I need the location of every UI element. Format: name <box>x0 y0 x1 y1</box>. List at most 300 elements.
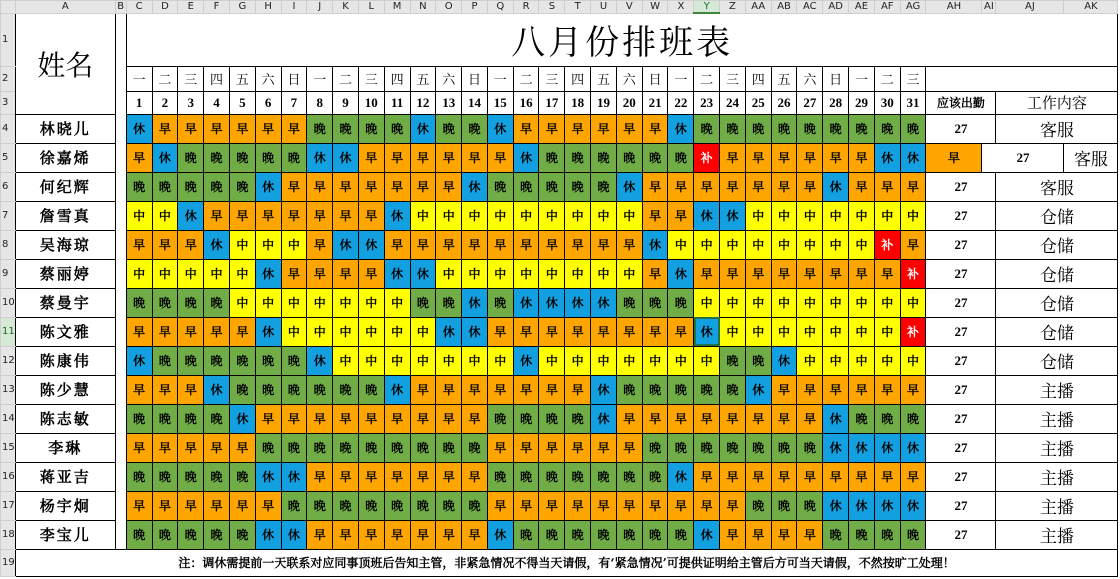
shift-cell[interactable]: 休 <box>126 114 152 143</box>
shift-cell[interactable]: 早 <box>126 375 152 404</box>
column-header-af[interactable]: AF <box>874 1 900 14</box>
shift-cell[interactable]: 晚 <box>152 520 178 549</box>
shift-cell[interactable]: 中 <box>797 201 823 230</box>
shift-cell[interactable]: 早 <box>126 143 152 172</box>
shift-cell[interactable]: 休 <box>384 375 410 404</box>
shift-cell[interactable]: 晚 <box>694 375 720 404</box>
column-header-g[interactable]: G <box>229 1 255 14</box>
shift-cell[interactable]: 早 <box>152 114 178 143</box>
shift-cell[interactable]: 早 <box>487 433 513 462</box>
shift-cell[interactable]: 休 <box>720 201 746 230</box>
shift-cell[interactable]: 中 <box>565 346 591 375</box>
shift-cell[interactable]: 晚 <box>281 433 307 462</box>
column-header-v[interactable]: V <box>616 1 642 14</box>
column-header-b[interactable]: B <box>115 1 126 14</box>
shift-cell[interactable]: 晚 <box>565 520 591 549</box>
shift-cell[interactable]: 早 <box>229 317 255 346</box>
shift-cell[interactable]: 休 <box>694 317 720 346</box>
required-days-cell[interactable]: 27 <box>926 114 996 143</box>
shift-cell[interactable]: 晚 <box>745 491 771 520</box>
shift-cell[interactable]: 早 <box>358 462 384 491</box>
column-header-r[interactable]: R <box>513 1 539 14</box>
shift-cell[interactable]: 晚 <box>900 404 926 433</box>
shift-cell[interactable]: 晚 <box>616 375 642 404</box>
day-number-cell[interactable]: 23 <box>694 91 720 114</box>
shift-cell[interactable]: 休 <box>849 433 875 462</box>
shift-cell[interactable]: 中 <box>668 230 694 259</box>
shift-cell[interactable]: 中 <box>849 288 875 317</box>
shift-cell[interactable]: 早 <box>307 404 333 433</box>
row-header-11[interactable]: 11 <box>1 317 16 346</box>
shift-cell[interactable]: 晚 <box>410 491 436 520</box>
shift-cell[interactable]: 中 <box>333 288 359 317</box>
employee-name-cell[interactable]: 徐嘉烯 <box>15 143 115 172</box>
shift-cell[interactable]: 早 <box>307 172 333 201</box>
shift-cell[interactable]: 晚 <box>178 520 204 549</box>
shift-cell[interactable]: 早 <box>436 375 462 404</box>
employee-name-cell[interactable]: 詹雪真 <box>15 201 115 230</box>
shift-cell[interactable]: 中 <box>204 259 230 288</box>
shift-cell[interactable]: 早 <box>720 520 746 549</box>
column-header-ai[interactable]: AI <box>982 1 996 14</box>
shift-cell[interactable]: 休 <box>384 259 410 288</box>
day-number-cell[interactable]: 31 <box>900 91 926 114</box>
shift-cell[interactable]: 晚 <box>513 520 539 549</box>
shift-cell[interactable]: 早 <box>333 462 359 491</box>
column-header-a[interactable]: A <box>15 1 115 14</box>
shift-cell[interactable]: 休 <box>462 288 488 317</box>
employee-name-cell[interactable]: 杨宇炯 <box>15 491 115 520</box>
shift-cell[interactable]: 早 <box>694 491 720 520</box>
required-days-cell[interactable]: 27 <box>982 143 1064 172</box>
shift-cell[interactable]: 中 <box>849 201 875 230</box>
shift-cell[interactable]: 中 <box>384 288 410 317</box>
shift-cell[interactable]: 早 <box>436 230 462 259</box>
shift-cell[interactable]: 早 <box>797 520 823 549</box>
shift-cell[interactable]: 中 <box>849 230 875 259</box>
shift-cell[interactable]: 早 <box>771 462 797 491</box>
shift-cell[interactable]: 早 <box>823 143 849 172</box>
shift-cell[interactable]: 晚 <box>565 404 591 433</box>
shift-cell[interactable]: 早 <box>642 317 668 346</box>
shift-cell[interactable]: 早 <box>358 404 384 433</box>
employee-name-cell[interactable]: 林晓儿 <box>15 114 115 143</box>
shift-cell[interactable]: 中 <box>874 288 900 317</box>
employee-name-cell[interactable]: 李宝儿 <box>15 520 115 549</box>
shift-cell[interactable]: 早 <box>462 404 488 433</box>
shift-cell[interactable]: 中 <box>487 346 513 375</box>
shift-cell[interactable]: 中 <box>642 346 668 375</box>
weekday-cell[interactable]: 四 <box>384 66 410 91</box>
shift-cell[interactable]: 早 <box>926 143 982 172</box>
row-header-13[interactable]: 13 <box>1 375 16 404</box>
shift-cell[interactable]: 早 <box>539 375 565 404</box>
shift-cell[interactable]: 中 <box>591 346 617 375</box>
shift-cell[interactable]: 早 <box>126 433 152 462</box>
shift-cell[interactable]: 晚 <box>668 143 694 172</box>
shift-cell[interactable]: 晚 <box>720 375 746 404</box>
shift-cell[interactable]: 早 <box>539 114 565 143</box>
shift-cell[interactable]: 晚 <box>436 288 462 317</box>
shift-cell[interactable]: 中 <box>797 230 823 259</box>
shift-cell[interactable]: 休 <box>152 143 178 172</box>
shift-cell[interactable]: 中 <box>771 201 797 230</box>
day-number-cell[interactable]: 9 <box>333 91 359 114</box>
shift-cell[interactable]: 晚 <box>255 346 281 375</box>
weekday-cell[interactable]: 五 <box>591 66 617 91</box>
shift-cell[interactable]: 早 <box>229 201 255 230</box>
weekday-cell[interactable]: 四 <box>745 66 771 91</box>
shift-cell[interactable]: 早 <box>849 172 875 201</box>
weekday-cell[interactable]: 二 <box>694 66 720 91</box>
shift-cell[interactable]: 早 <box>255 114 281 143</box>
shift-cell[interactable]: 晚 <box>333 433 359 462</box>
shift-cell[interactable]: 中 <box>745 317 771 346</box>
shift-cell[interactable]: 休 <box>126 346 152 375</box>
job-content-cell[interactable]: 主播 <box>996 491 1118 520</box>
shift-cell[interactable]: 晚 <box>668 433 694 462</box>
shift-cell[interactable]: 早 <box>720 172 746 201</box>
shift-cell[interactable]: 晚 <box>384 114 410 143</box>
shift-cell[interactable]: 早 <box>178 433 204 462</box>
day-number-cell[interactable]: 8 <box>307 91 333 114</box>
shift-cell[interactable]: 早 <box>126 230 152 259</box>
shift-cell[interactable]: 中 <box>462 201 488 230</box>
day-number-cell[interactable]: 2 <box>152 91 178 114</box>
shift-cell[interactable]: 晚 <box>178 172 204 201</box>
shift-cell[interactable]: 休 <box>849 491 875 520</box>
column-header-ab[interactable]: AB <box>771 1 797 14</box>
shift-cell[interactable]: 早 <box>900 172 926 201</box>
shift-cell[interactable]: 早 <box>694 462 720 491</box>
weekday-cell[interactable]: 日 <box>642 66 668 91</box>
shift-cell[interactable]: 中 <box>720 288 746 317</box>
column-header-ad[interactable]: AD <box>823 1 849 14</box>
job-content-cell[interactable]: 客服 <box>1064 143 1118 172</box>
required-days-cell[interactable]: 27 <box>926 317 996 346</box>
shift-cell[interactable]: 中 <box>874 201 900 230</box>
shift-cell[interactable]: 晚 <box>462 114 488 143</box>
shift-cell[interactable]: 休 <box>668 462 694 491</box>
shift-cell[interactable]: 休 <box>462 172 488 201</box>
column-header-ag[interactable]: AG <box>900 1 926 14</box>
column-header-o[interactable]: O <box>436 1 462 14</box>
shift-cell[interactable]: 休 <box>384 201 410 230</box>
required-days-cell[interactable]: 27 <box>926 259 996 288</box>
shift-cell[interactable]: 早 <box>178 491 204 520</box>
shift-cell[interactable]: 中 <box>797 288 823 317</box>
shift-cell[interactable]: 休 <box>694 520 720 549</box>
shift-cell[interactable]: 补 <box>900 259 926 288</box>
shift-cell[interactable]: 早 <box>178 375 204 404</box>
shift-cell[interactable]: 晚 <box>720 346 746 375</box>
shift-cell[interactable]: 早 <box>565 114 591 143</box>
shift-cell[interactable]: 休 <box>745 375 771 404</box>
job-content-cell[interactable]: 仓储 <box>996 230 1118 259</box>
weekday-cell[interactable]: 五 <box>410 66 436 91</box>
shift-cell[interactable]: 晚 <box>591 520 617 549</box>
shift-cell[interactable]: 早 <box>642 172 668 201</box>
shift-cell[interactable]: 中 <box>616 346 642 375</box>
shift-cell[interactable]: 早 <box>694 172 720 201</box>
employee-name-cell[interactable]: 蒋亚吉 <box>15 462 115 491</box>
weekday-cell[interactable]: 一 <box>849 66 875 91</box>
job-content-cell[interactable]: 仓储 <box>996 259 1118 288</box>
shift-cell[interactable]: 晚 <box>823 520 849 549</box>
shift-cell[interactable]: 晚 <box>229 172 255 201</box>
column-header-q[interactable]: Q <box>487 1 513 14</box>
required-days-cell[interactable]: 27 <box>926 375 996 404</box>
shift-cell[interactable]: 中 <box>513 259 539 288</box>
required-days-cell[interactable]: 27 <box>926 491 996 520</box>
row-header-4[interactable]: 4 <box>1 114 16 143</box>
shift-cell[interactable]: 早 <box>642 114 668 143</box>
job-content-cell[interactable]: 主播 <box>996 375 1118 404</box>
shift-cell[interactable]: 休 <box>874 143 900 172</box>
shift-cell[interactable]: 晚 <box>565 143 591 172</box>
shift-cell[interactable]: 早 <box>513 491 539 520</box>
shift-cell[interactable]: 晚 <box>384 491 410 520</box>
day-number-cell[interactable]: 4 <box>204 91 230 114</box>
shift-cell[interactable]: 中 <box>384 346 410 375</box>
shift-cell[interactable]: 中 <box>616 259 642 288</box>
day-number-cell[interactable]: 24 <box>720 91 746 114</box>
shift-cell[interactable]: 晚 <box>436 114 462 143</box>
shift-cell[interactable]: 早 <box>333 201 359 230</box>
shift-cell[interactable]: 早 <box>462 462 488 491</box>
shift-cell[interactable]: 早 <box>281 114 307 143</box>
shift-cell[interactable]: 早 <box>720 259 746 288</box>
shift-cell[interactable]: 晚 <box>126 172 152 201</box>
shift-cell[interactable]: 晚 <box>797 114 823 143</box>
job-content-cell[interactable]: 仓储 <box>996 288 1118 317</box>
shift-cell[interactable]: 早 <box>384 230 410 259</box>
shift-cell[interactable]: 晚 <box>720 433 746 462</box>
shift-cell[interactable]: 早 <box>565 230 591 259</box>
day-number-cell[interactable]: 1 <box>126 91 152 114</box>
shift-cell[interactable]: 早 <box>229 491 255 520</box>
shift-cell[interactable]: 早 <box>281 259 307 288</box>
shift-cell[interactable]: 晚 <box>307 375 333 404</box>
shift-cell[interactable]: 早 <box>694 404 720 433</box>
shift-cell[interactable]: 中 <box>255 230 281 259</box>
shift-cell[interactable]: 中 <box>307 317 333 346</box>
shift-cell[interactable]: 休 <box>436 317 462 346</box>
shift-cell[interactable]: 早 <box>410 462 436 491</box>
shift-cell[interactable]: 早 <box>771 259 797 288</box>
shift-cell[interactable]: 休 <box>410 259 436 288</box>
shift-cell[interactable]: 晚 <box>642 462 668 491</box>
column-header-n[interactable]: N <box>410 1 436 14</box>
shift-cell[interactable]: 休 <box>204 230 230 259</box>
job-content-header[interactable]: 工作内容 <box>996 91 1118 114</box>
shift-cell[interactable]: 早 <box>513 114 539 143</box>
shift-cell[interactable]: 晚 <box>152 346 178 375</box>
shift-cell[interactable]: 休 <box>591 375 617 404</box>
day-number-cell[interactable]: 13 <box>436 91 462 114</box>
shift-cell[interactable]: 中 <box>229 230 255 259</box>
shift-cell[interactable]: 晚 <box>513 172 539 201</box>
column-header-ae[interactable]: AE <box>849 1 875 14</box>
shift-cell[interactable]: 早 <box>539 433 565 462</box>
shift-cell[interactable]: 早 <box>487 375 513 404</box>
shift-cell[interactable]: 晚 <box>616 462 642 491</box>
shift-cell[interactable]: 晚 <box>462 433 488 462</box>
shift-cell[interactable]: 休 <box>358 230 384 259</box>
shift-cell[interactable]: 休 <box>255 172 281 201</box>
day-number-cell[interactable]: 25 <box>745 91 771 114</box>
shift-cell[interactable]: 早 <box>849 462 875 491</box>
shift-cell[interactable]: 晚 <box>333 375 359 404</box>
day-number-cell[interactable]: 19 <box>591 91 617 114</box>
shift-cell[interactable]: 晚 <box>152 462 178 491</box>
required-days-cell[interactable]: 27 <box>926 201 996 230</box>
shift-cell[interactable]: 休 <box>307 346 333 375</box>
employee-name-cell[interactable]: 何纪辉 <box>15 172 115 201</box>
shift-cell[interactable]: 早 <box>487 143 513 172</box>
shift-cell[interactable]: 中 <box>358 288 384 317</box>
shift-cell[interactable]: 早 <box>668 491 694 520</box>
required-days-cell[interactable]: 27 <box>926 288 996 317</box>
shift-cell[interactable]: 晚 <box>178 288 204 317</box>
shift-cell[interactable]: 早 <box>745 259 771 288</box>
shift-cell[interactable]: 晚 <box>281 143 307 172</box>
shift-cell[interactable]: 早 <box>436 462 462 491</box>
shift-cell[interactable]: 休 <box>513 143 539 172</box>
shift-cell[interactable]: 中 <box>797 317 823 346</box>
column-header-f[interactable]: F <box>204 1 230 14</box>
shift-cell[interactable]: 中 <box>126 201 152 230</box>
shift-cell[interactable]: 中 <box>849 346 875 375</box>
shift-cell[interactable]: 休 <box>333 143 359 172</box>
shift-cell[interactable]: 晚 <box>849 520 875 549</box>
job-content-cell[interactable]: 主播 <box>996 404 1118 433</box>
shift-cell[interactable]: 早 <box>436 520 462 549</box>
shift-cell[interactable]: 早 <box>720 404 746 433</box>
shift-cell[interactable]: 晚 <box>900 520 926 549</box>
shift-cell[interactable]: 早 <box>487 317 513 346</box>
shift-cell[interactable]: 晚 <box>720 114 746 143</box>
shift-cell[interactable]: 中 <box>823 288 849 317</box>
shift-cell[interactable]: 早 <box>462 375 488 404</box>
day-number-cell[interactable]: 6 <box>255 91 281 114</box>
shift-cell[interactable]: 晚 <box>874 114 900 143</box>
column-header-u[interactable]: U <box>591 1 617 14</box>
shift-cell[interactable]: 晚 <box>204 143 230 172</box>
job-content-cell[interactable]: 客服 <box>996 172 1118 201</box>
shift-cell[interactable]: 早 <box>720 143 746 172</box>
shift-cell[interactable]: 早 <box>797 143 823 172</box>
shift-cell[interactable]: 中 <box>668 346 694 375</box>
shift-cell[interactable]: 早 <box>539 230 565 259</box>
shift-cell[interactable]: 晚 <box>178 462 204 491</box>
shift-cell[interactable]: 休 <box>229 404 255 433</box>
shift-cell[interactable]: 早 <box>642 491 668 520</box>
shift-cell[interactable]: 中 <box>849 317 875 346</box>
shift-cell[interactable]: 早 <box>745 520 771 549</box>
shift-cell[interactable]: 中 <box>358 317 384 346</box>
shift-cell[interactable]: 休 <box>668 259 694 288</box>
shift-cell[interactable]: 早 <box>384 462 410 491</box>
shift-cell[interactable]: 早 <box>874 462 900 491</box>
shift-cell[interactable]: 早 <box>152 317 178 346</box>
shift-cell[interactable]: 休 <box>642 230 668 259</box>
weekday-cell[interactable]: 五 <box>229 66 255 91</box>
shift-cell[interactable]: 早 <box>874 259 900 288</box>
shift-cell[interactable]: 早 <box>384 520 410 549</box>
shift-cell[interactable]: 晚 <box>410 433 436 462</box>
column-header-z[interactable]: Z <box>720 1 746 14</box>
day-number-cell[interactable]: 7 <box>281 91 307 114</box>
shift-cell[interactable]: 中 <box>797 346 823 375</box>
day-number-cell[interactable]: 18 <box>565 91 591 114</box>
day-number-cell[interactable]: 12 <box>410 91 436 114</box>
shift-cell[interactable]: 中 <box>565 201 591 230</box>
shift-cell[interactable]: 早 <box>358 201 384 230</box>
column-header-i[interactable]: I <box>281 1 307 14</box>
shift-cell[interactable]: 晚 <box>900 114 926 143</box>
shift-cell[interactable]: 中 <box>281 288 307 317</box>
shift-cell[interactable]: 休 <box>668 114 694 143</box>
shift-cell[interactable]: 中 <box>152 259 178 288</box>
weekday-cell[interactable]: 三 <box>178 66 204 91</box>
shift-cell[interactable]: 早 <box>616 433 642 462</box>
shift-cell[interactable]: 早 <box>255 491 281 520</box>
column-header-h[interactable]: H <box>255 1 281 14</box>
shift-cell[interactable]: 晚 <box>797 491 823 520</box>
shift-cell[interactable]: 休 <box>255 317 281 346</box>
weekday-cell[interactable]: 六 <box>255 66 281 91</box>
shift-cell[interactable]: 休 <box>204 375 230 404</box>
shift-cell[interactable]: 晚 <box>591 462 617 491</box>
shift-cell[interactable]: 早 <box>823 259 849 288</box>
shift-cell[interactable]: 晚 <box>642 433 668 462</box>
shift-cell[interactable]: 晚 <box>642 143 668 172</box>
shift-cell[interactable]: 早 <box>255 201 281 230</box>
shift-cell[interactable]: 中 <box>255 288 281 317</box>
job-content-cell[interactable]: 主播 <box>996 433 1118 462</box>
shift-cell[interactable]: 晚 <box>874 520 900 549</box>
shift-cell[interactable]: 中 <box>307 288 333 317</box>
shift-cell[interactable]: 中 <box>745 230 771 259</box>
shift-cell[interactable]: 中 <box>874 317 900 346</box>
day-number-cell[interactable]: 15 <box>487 91 513 114</box>
shift-cell[interactable]: 早 <box>436 172 462 201</box>
shift-cell[interactable]: 早 <box>513 433 539 462</box>
weekday-cell[interactable]: 二 <box>152 66 178 91</box>
shift-cell[interactable]: 早 <box>152 491 178 520</box>
weekday-cell[interactable]: 一 <box>668 66 694 91</box>
shift-cell[interactable]: 早 <box>539 317 565 346</box>
shift-cell[interactable]: 早 <box>255 404 281 433</box>
shift-cell[interactable]: 晚 <box>358 491 384 520</box>
shift-cell[interactable]: 早 <box>410 375 436 404</box>
shift-cell[interactable]: 中 <box>720 230 746 259</box>
employee-name-cell[interactable]: 陈志敏 <box>15 404 115 433</box>
shift-cell[interactable]: 晚 <box>668 288 694 317</box>
shift-cell[interactable]: 中 <box>900 201 926 230</box>
shift-cell[interactable]: 早 <box>591 433 617 462</box>
day-number-cell[interactable]: 26 <box>771 91 797 114</box>
column-header-y[interactable]: Y <box>694 1 720 14</box>
shift-cell[interactable]: 休 <box>178 201 204 230</box>
shift-cell[interactable]: 晚 <box>745 346 771 375</box>
shift-cell[interactable]: 晚 <box>849 404 875 433</box>
weekday-cell[interactable]: 二 <box>513 66 539 91</box>
required-days-cell[interactable]: 27 <box>926 462 996 491</box>
shift-cell[interactable]: 晚 <box>436 491 462 520</box>
shift-cell[interactable]: 中 <box>900 288 926 317</box>
